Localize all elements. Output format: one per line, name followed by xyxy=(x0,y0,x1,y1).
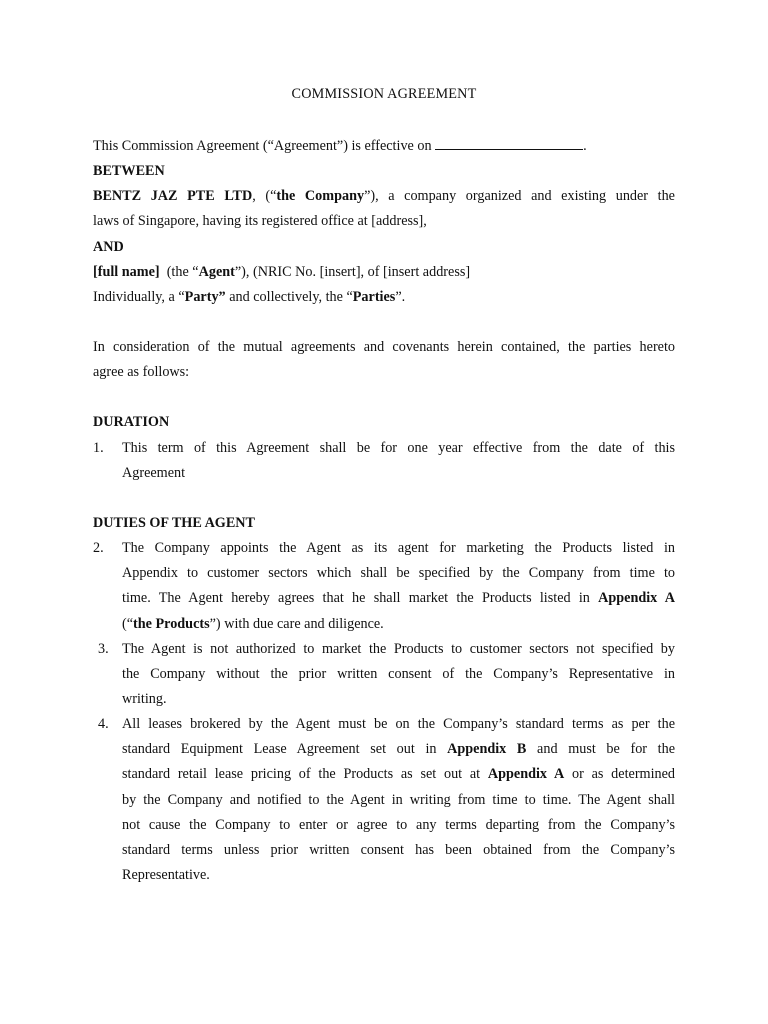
clause-1: 1. This term of this Agreement shall be for one year effective from the date of this Agreement xyxy=(93,436,675,486)
duties-heading: DUTIES OF THE AGENT xyxy=(93,515,256,531)
agent-line: [full name] (the “Agent”), (NRIC No. [insert], of [insert address] xyxy=(93,264,471,280)
company-name: BENTZ JAZ PTE LTD xyxy=(93,188,253,204)
clause-number: 3. xyxy=(98,641,109,657)
consideration-line-2: agree as follows: xyxy=(93,364,190,380)
clause-4: 4. All leases brokered by the Agent must be on the Company’s standard terms as per the standard Equipment Lease Agreement set out in Appendix B and must be for the standard retail lease pricing of the Products as set out at Appendix A or as determined by the Company and notified to the Agent in writing from time to time. The Agent shall not cause the Company to enter or agree to any terms departing from the Company’s standard terms unless prior written consent has been obtained from the Company’s Representative. xyxy=(93,712,675,888)
effective-date-blank xyxy=(435,136,583,150)
duration-heading: DURATION xyxy=(93,414,170,430)
effective-line: This Commission Agreement (“Agreement”) is effective on . xyxy=(93,138,587,154)
clause-2: 2. The Company appoints the Agent as its agent for marketing the Products listed in Appendix to customer sectors which shall be specified by the Company from time to time. The Agent hereby agrees that he shall market the Products listed in Appendix A (“the Products”) with due care and diligence. xyxy=(93,536,675,637)
and-heading: AND xyxy=(93,239,124,255)
document-title: COMMISSION AGREEMENT xyxy=(291,86,477,102)
clause-number: 1. xyxy=(93,440,104,456)
party-line: Individually, a “Party” and collectively, the “Parties”. xyxy=(93,289,406,305)
clause-number: 2. xyxy=(93,540,104,556)
company-line-2: laws of Singapore, having its registered office at [address], xyxy=(93,213,427,229)
consideration-line-1: In consideration of the mutual agreements and covenants herein contained, the parties hereto xyxy=(93,339,675,355)
agent-name: [full name] xyxy=(93,264,160,280)
company-line-1: BENTZ JAZ PTE LTD, (“the Company”), a company organized and existing under the xyxy=(93,188,675,204)
clause-number: 4. xyxy=(98,716,109,732)
between-heading: BETWEEN xyxy=(93,163,165,179)
clause-3: 3. The Agent is not authorized to market the Products to customer sectors not specified by the Company without the prior written consent of the Company’s Representative in writing. xyxy=(93,637,675,713)
